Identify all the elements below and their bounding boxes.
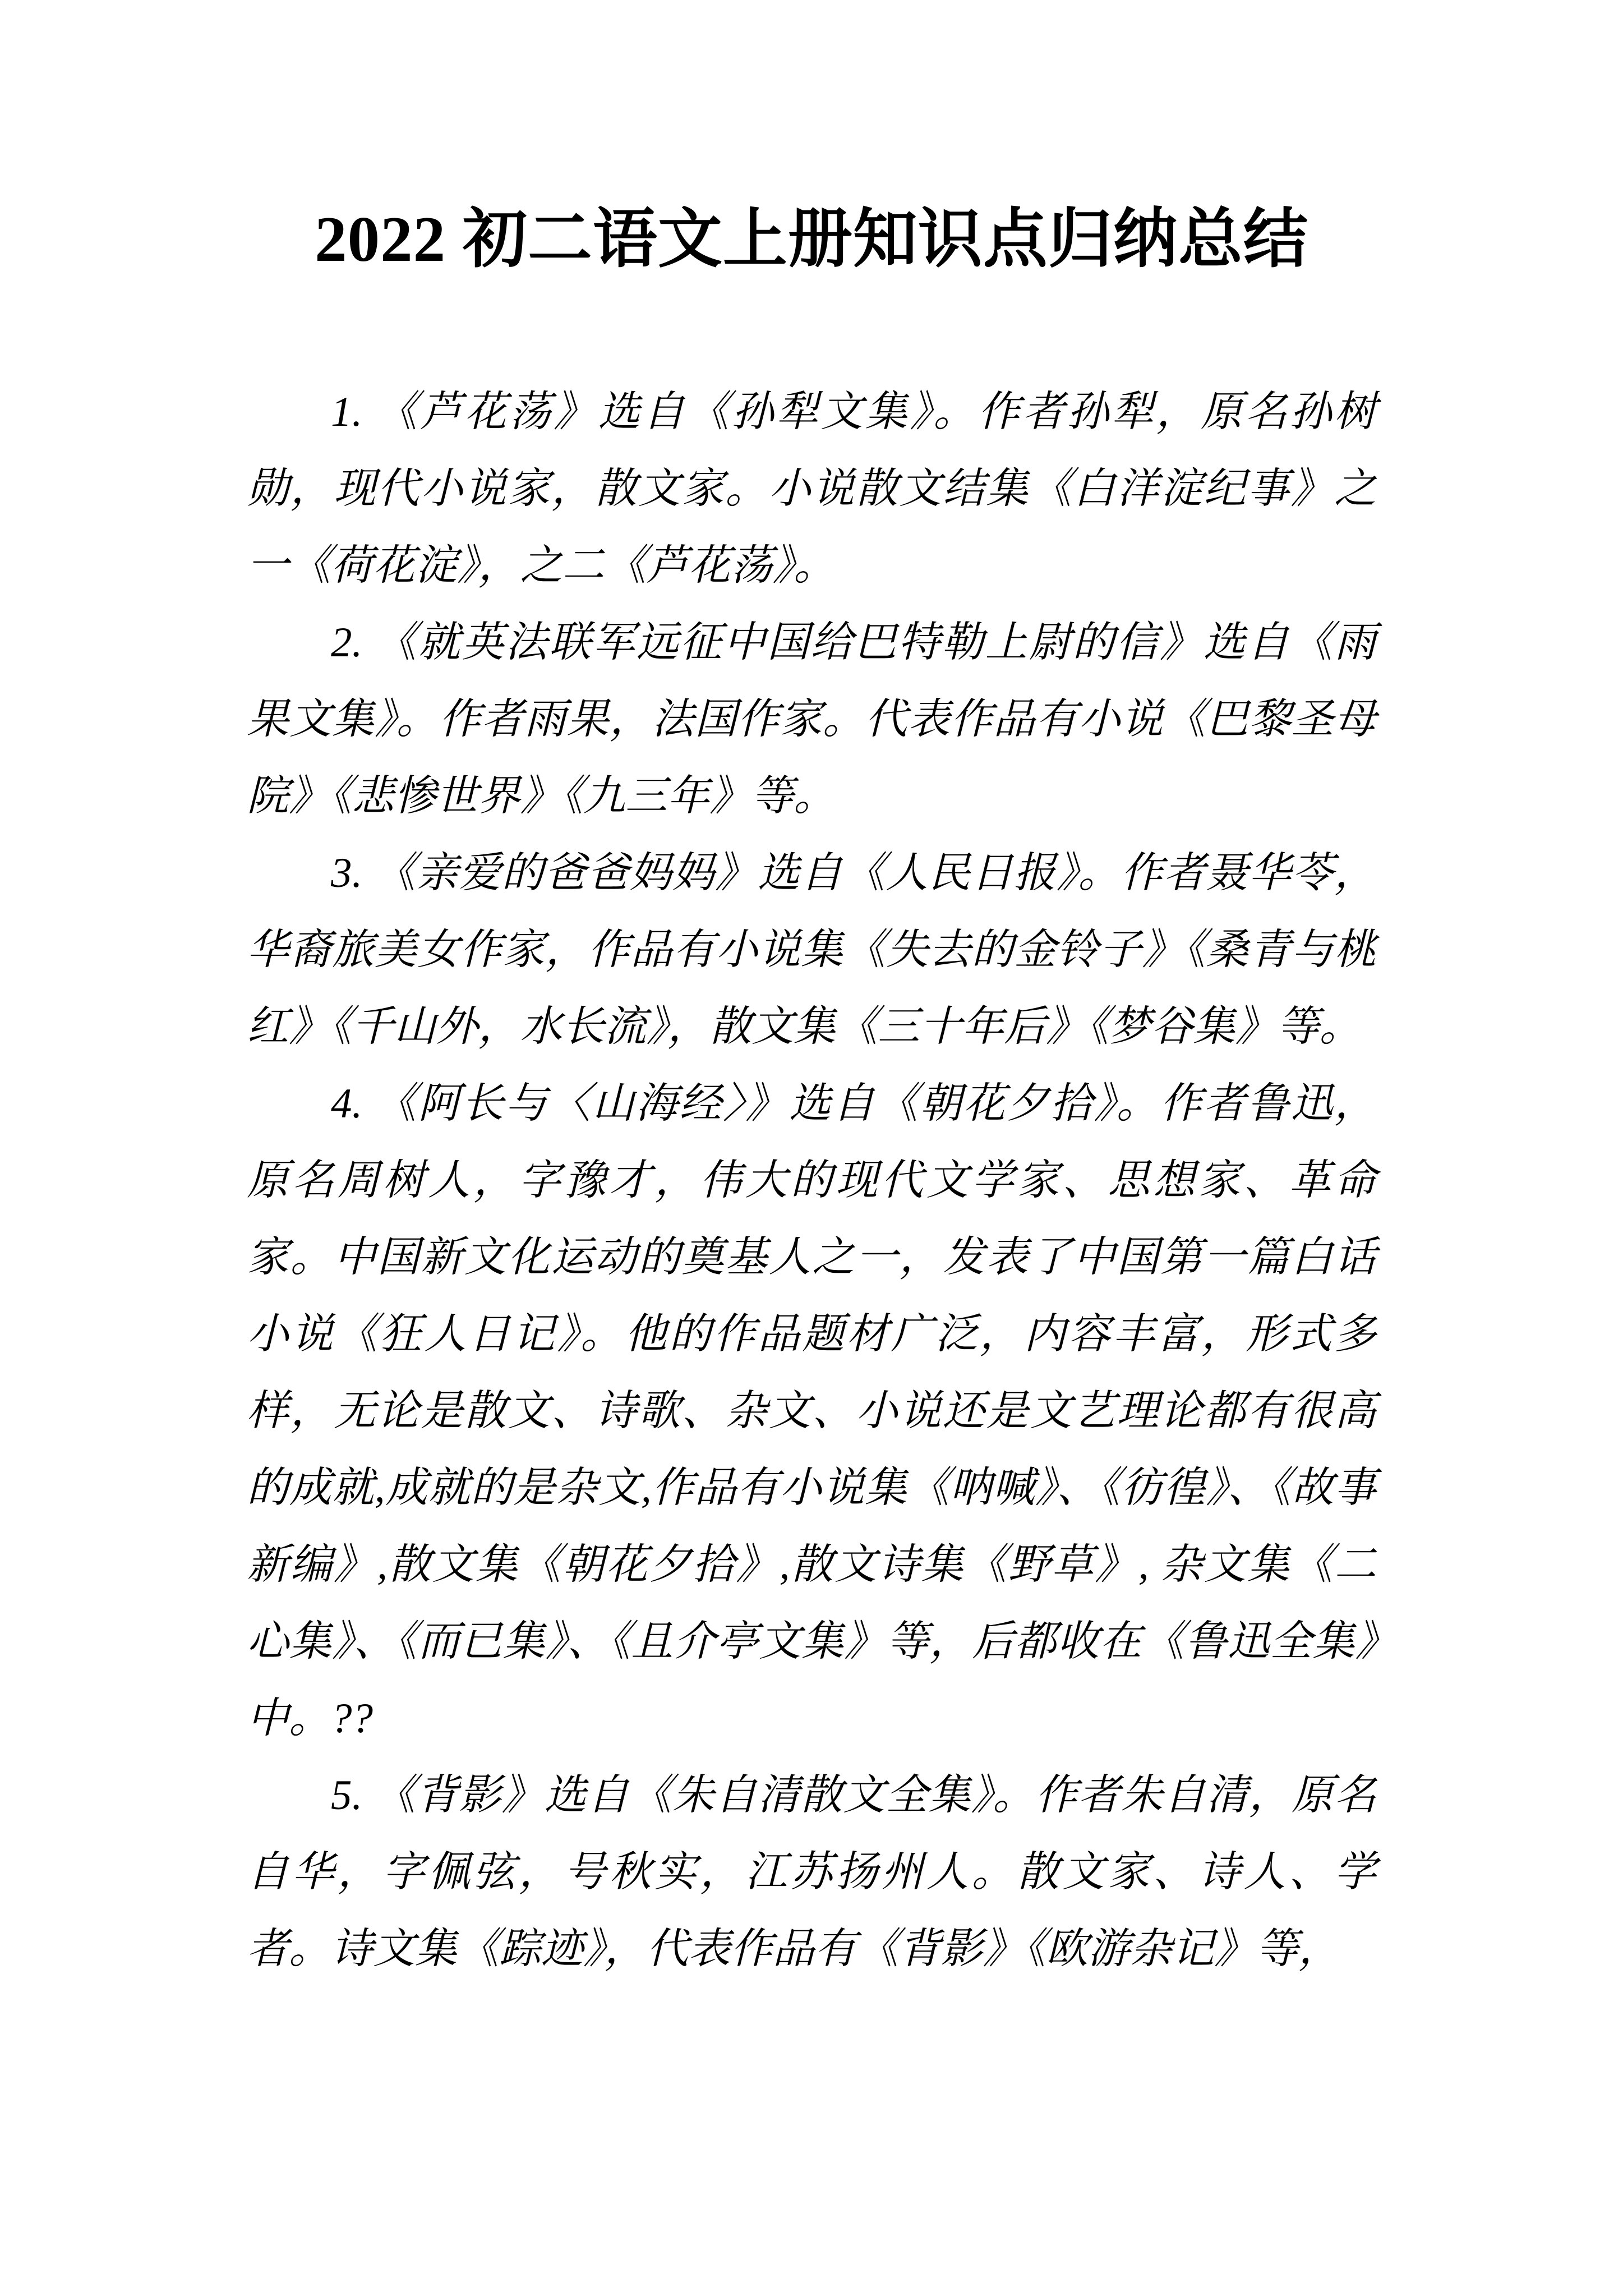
document-body (247, 374, 1376, 1987)
paragraph-4: 4. 《阿长与〈山海经〉》选自《朝花夕拾》。作者鲁迅，原名周树人，字豫才，伟大的现代文学家、思想家、革命家。中国新文化运动的奠基人之一，发表了中国第一篇白话小说《狂人日记》。他的作品题材广泛，内容丰富，形式多样，无论是散文、诗歌、杂文、小说还是文艺理论都有很高的成就,成就的是杂文,作品有小说集《呐喊》、《彷徨》、《故事新编》,散文集《朝花夕拾》,散文诗集《野草》, 杂文集《二心集》、《而已集》、《且介亭文集》等，后都收在《鲁迅全集》中。?? (247, 1080, 1376, 1742)
paragraph-3: 3. 《亲爱的爸爸妈妈》选自《人民日报》。作者聂华苓，华裔旅美女作家，作品有小说集《失去的金铃子》《桑青与桃红》《千山外，水长流》，散文集《三十年后》《梦谷集》等。 (247, 850, 1376, 1050)
paragraph-2: 2. 《就英法联军远征中国给巴特勒上尉的信》选自《雨果文集》。作者雨果，法国作家。代表作品有小说《巴黎圣母院》《悲惨世界》《九三年》等。 (247, 619, 1376, 820)
paragraph-5: 5. 《背影》选自《朱自清散文全集》。作者朱自清，原名自华，字佩弦，号秋实，江苏扬州人。散文家、诗人、学者。诗文集《踪迹》，代表作品有《背影》《欧游杂记》等， (247, 1772, 1376, 1972)
paragraph-1: 1. 《芦花荡》选自《孙犁文集》。作者孙犁，原名孙树勋，现代小说家，散文家。小说散文结集《白洋淀纪事》之一《荷花淀》，之二《芦花荡》。 (247, 389, 1376, 589)
document-title: 2022 初二语文上册知识点归纳总结 (315, 204, 1308, 275)
